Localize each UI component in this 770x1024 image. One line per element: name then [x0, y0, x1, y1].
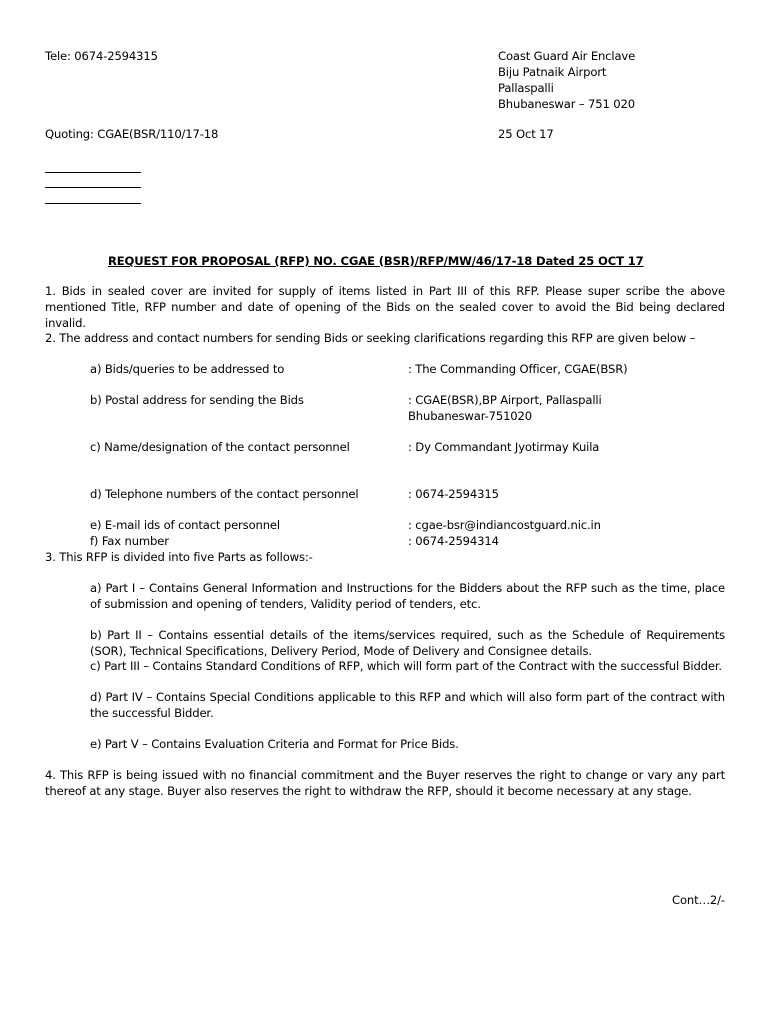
sender-address — [498, 48, 738, 112]
contact-label: c) Name/designation of the contact personnel — [90, 440, 350, 454]
address-line: Pallaspalli — [498, 81, 554, 95]
part-c: c) Part III – Contains Standard Conditions of RFP, which will form part of the Contract with the successful Bidder. — [90, 659, 722, 673]
contact-label: a) Bids/queries to be addressed to — [90, 362, 285, 376]
address-line: Coast Guard Air Enclave — [498, 49, 636, 63]
continuation-note: Cont…2/- — [672, 893, 725, 907]
telephone-line: Tele: 0674-2594315 — [45, 49, 158, 63]
contact-value: : CGAE(BSR),BP Airport, Pallaspalli — [408, 393, 602, 407]
contact-label: b) Postal address for sending the Bids — [90, 393, 304, 407]
contact-value: : 0674-2594314 — [408, 534, 499, 548]
letter-date: 25 Oct 17 — [498, 127, 554, 141]
blank-line — [45, 203, 141, 204]
quoting-reference: Quoting: CGAE(BSR/110/17-18 — [45, 127, 219, 141]
paragraph-1: 1. Bids in sealed cover are invited for supply of items listed in Part III of this RFP. Please super scribe the above mentioned Title, RFP number and date of opening of the Bids on the sealed cover to avoid the Bid being declared invalid. — [45, 284, 725, 330]
contact-value: Bhubaneswar-751020 — [408, 409, 532, 423]
contact-value: : 0674-2594315 — [408, 487, 499, 501]
contact-value: : cgae-bsr@indiancostguard.nic.in — [408, 518, 601, 532]
paragraph-2: 2. The address and contact numbers for sending Bids or seeking clarifications regarding this RFP are given below – — [45, 331, 696, 345]
address-line: Biju Patnaik Airport — [498, 65, 607, 79]
part-a: a) Part I – Contains General Information and Instructions for the Bidders about the RFP such as the time, place of submission and opening of tenders, Validity period of tenders, etc. — [90, 581, 725, 611]
blank-line — [45, 187, 141, 188]
paragraph-3: 3. This RFP is divided into five Parts as follows:- — [45, 550, 313, 564]
contact-value: : Dy Commandant Jyotirmay Kuila — [408, 440, 600, 454]
part-d: d) Part IV – Contains Special Conditions applicable to this RFP and which will also form part of the contract with the successful Bidder. — [90, 690, 725, 720]
paragraph-4: 4. This RFP is being issued with no financial commitment and the Buyer reserves the right to change or vary any part thereof at any stage. Buyer also reserves the right to withdraw the RFP, should it become necessary at any stage. — [45, 768, 725, 798]
contact-label: d) Telephone numbers of the contact personnel — [90, 487, 359, 501]
contact-value: : The Commanding Officer, CGAE(BSR) — [408, 362, 628, 376]
rfp-title: REQUEST FOR PROPOSAL (RFP) NO. CGAE (BSR)/RFP/MW/46/17-18 Dated 25 OCT 17 — [108, 254, 644, 268]
contact-label: e) E-mail ids of contact personnel — [90, 518, 280, 532]
part-e: e) Part V – Contains Evaluation Criteria and Format for Price Bids. — [90, 737, 459, 751]
address-line: Bhubaneswar – 751 020 — [498, 97, 635, 111]
blank-line — [45, 172, 141, 173]
contact-label: f) Fax number — [90, 534, 169, 548]
part-b: b) Part II – Contains essential details of the items/services required, such as the Schedule of Requirements (SOR), Technical Specifications, Delivery Period, Mode of Delivery and Consignee details. — [90, 628, 725, 658]
